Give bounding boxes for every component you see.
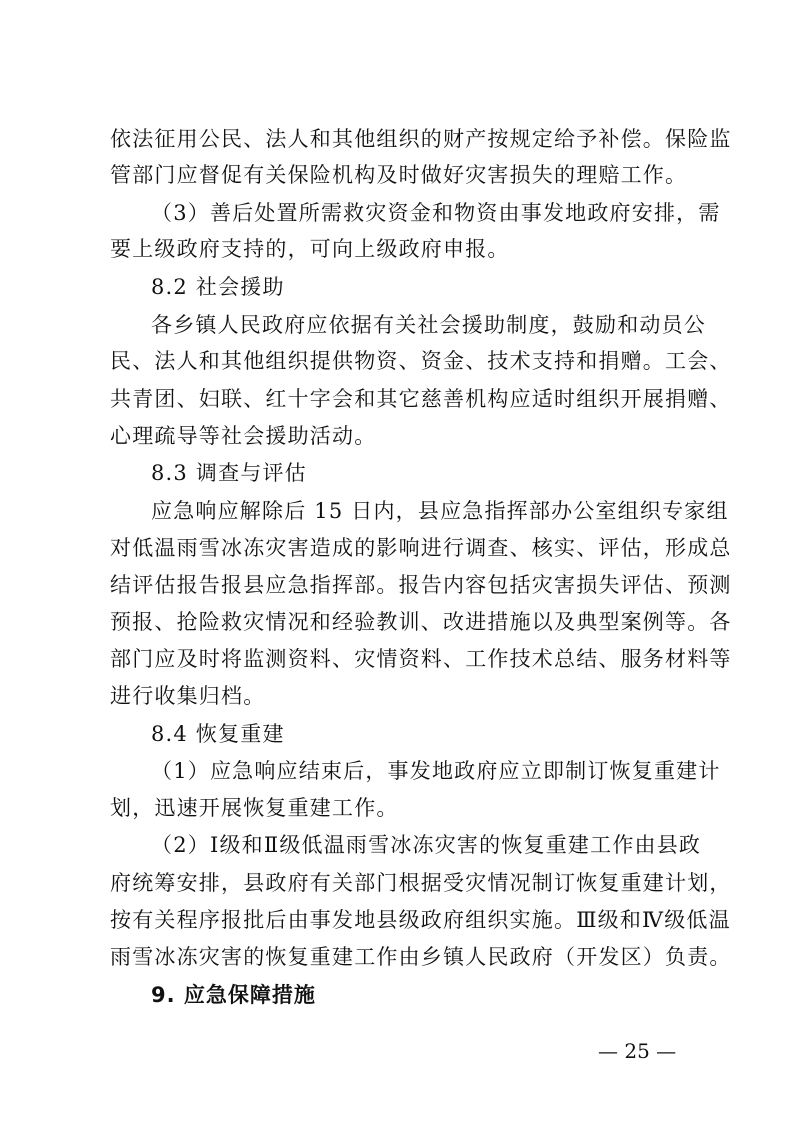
body-text-line: 对低温雨雪冰冻灾害造成的影响进行调查、核实、评估，形成总 [110, 536, 732, 560]
body-text-line: 雨雪冰冻灾害的恢复重建工作由乡镇人民政府（开发区）负责。 [110, 945, 732, 969]
body-text-line: （3）善后处置所需救灾资金和物资由事发地政府安排，需 [151, 201, 721, 225]
section-heading-8-2: 8.2 社会援助 [151, 275, 285, 299]
section-heading-9: 9. 应急保障措施 [151, 983, 316, 1007]
body-text-line: 管部门应督促有关保险机构及时做好灾害损失的理赔工作。 [110, 163, 688, 187]
body-text-line: 府统筹安排，县政府有关部门根据受灾情况制订恢复重建计划， [110, 871, 732, 895]
section-heading-8-3: 8.3 调查与评估 [151, 461, 307, 485]
body-text-line: （1）应急响应结束后，事发地政府应立即制订恢复重建计 [151, 759, 721, 783]
body-text-line: 结评估报告报县应急指挥部。报告内容包括灾害损失评估、预测 [110, 573, 732, 597]
body-text-line: 要上级政府支持的，可向上级政府申报。 [110, 237, 510, 261]
body-text-line: 按有关程序报批后由事发地县级政府组织实施。Ⅲ级和Ⅳ级低温 [110, 908, 731, 932]
section-heading-8-4: 8.4 恢复重建 [151, 722, 285, 746]
body-text-line: 进行收集归档。 [110, 684, 266, 708]
body-text-line: 划，迅速开展恢复重建工作。 [110, 796, 399, 820]
body-text-line: 应急响应解除后 15 日内，县应急指挥部办公室组织专家组 [151, 499, 729, 523]
body-text-line: 共青团、妇联、红十字会和其它慈善机构应适时组织开展捐赠、 [110, 387, 732, 411]
body-text-line: 各乡镇人民政府应依据有关社会援助制度，鼓励和动员公 [151, 313, 706, 337]
body-text-line: 依法征用公民、法人和其他组织的财产按规定给予补偿。保险监 [110, 127, 732, 151]
body-text-line: 部门应及时将监测资料、灾情资料、工作技术总结、服务材料等 [110, 647, 732, 671]
body-text-line: 预报、抢险救灾情况和经验教训、改进措施以及典型案例等。各 [110, 610, 732, 634]
page-number: — 25 — [598, 1039, 677, 1063]
body-text-line: （2）Ⅰ级和Ⅱ级低温雨雪冰冻灾害的恢复重建工作由县政 [151, 833, 702, 857]
body-text-line: 心理疏导等社会援助活动。 [110, 424, 377, 448]
body-text-line: 民、法人和其他组织提供物资、资金、技术支持和捐赠。工会、 [110, 349, 732, 373]
